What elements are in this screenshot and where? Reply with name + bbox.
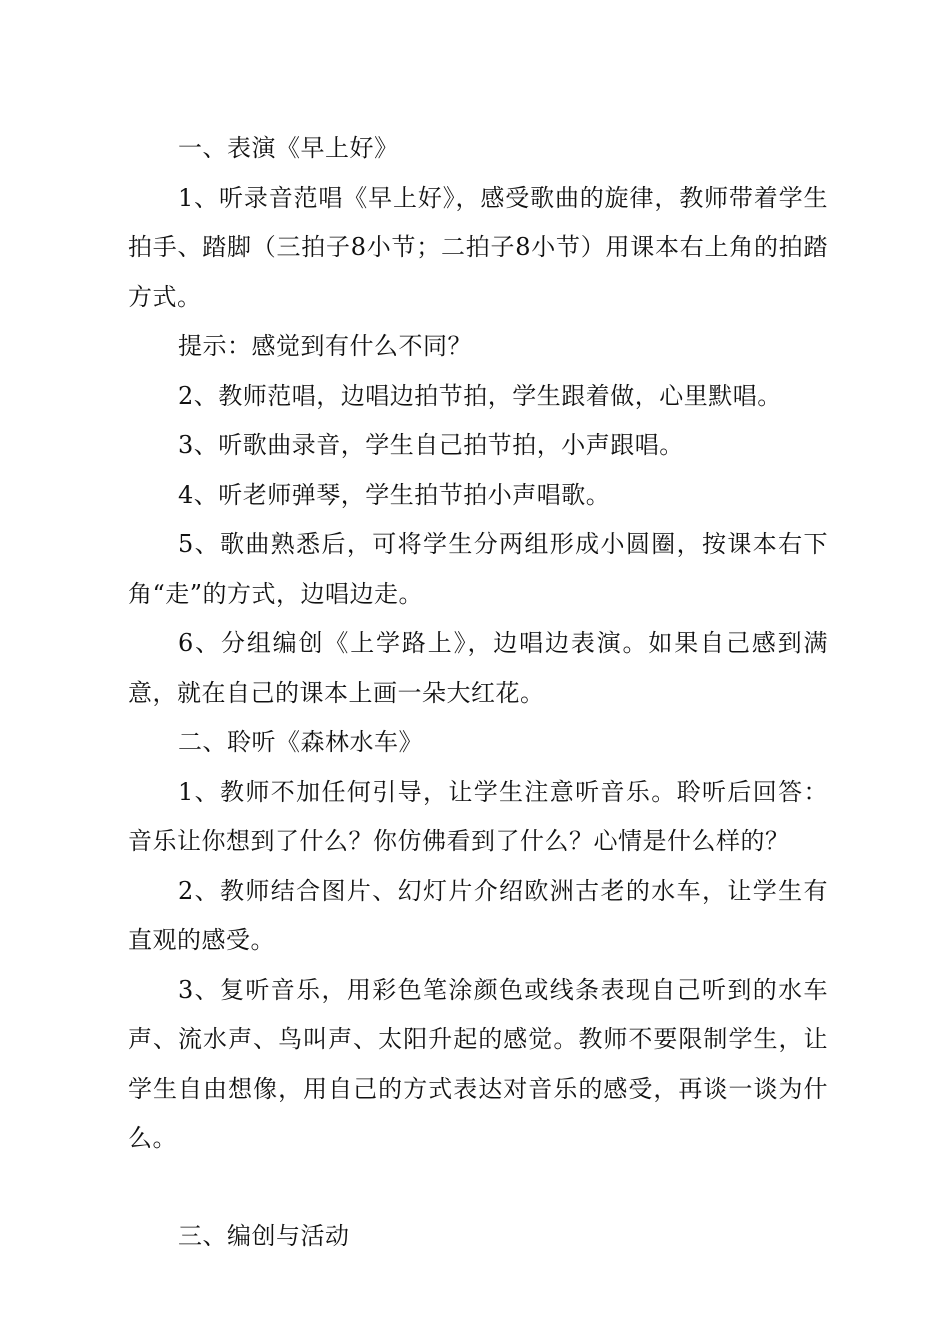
section-heading: 一、表演《早上好》 (178, 134, 399, 162)
section-spacer (128, 1164, 828, 1212)
paragraph: 提示：感觉到有什么不同？ (178, 332, 472, 360)
paragraph: 2、教师范唱，边唱边拍节拍，学生跟着做，心里默唱。 (178, 381, 782, 410)
paragraph: 1、听录音范唱《早上好》，感受歌曲的旋律，教师带着学生拍手、踏脚（三拍子8小节；二拍子8小节）用课本右上角的拍踏方式。 (128, 183, 828, 311)
paragraph: 6、分组编创《上学路上》，边唱边表演。如果自己感到满意，就在自己的课本上画一朵大红花。 (128, 629, 828, 707)
section-heading: 三、编创与活动 (178, 1221, 350, 1250)
section-heading: 二、聆听《森林水车》 (178, 728, 423, 756)
document-page (128, 124, 828, 1261)
paragraph: 1、教师不加任何引导，让学生注意听音乐。聆听后回答：音乐让你想到了什么？你仿佛看到了什么？心情是什么样的？ (128, 777, 828, 855)
paragraph: 2、教师结合图片、幻灯片介绍欧洲古老的水车，让学生有直观的感受。 (128, 876, 828, 954)
paragraph: 5、歌曲熟悉后，可将学生分两组形成小圆圈，按课本右下角“走”的方式，边唱边走。 (128, 530, 828, 608)
paragraph: 4、听老师弹琴，学生拍节拍小声唱歌。 (178, 480, 611, 509)
paragraph: 3、复听音乐，用彩色笔涂颜色或线条表现自己听到的水车声、流水声、鸟叫声、太阳升起的感觉。教师不要限制学生，让学生自由想像，用自己的方式表达对音乐的感受，再谈一谈为什么。 (128, 975, 828, 1152)
paragraph: 3、听歌曲录音，学生自己拍节拍，小声跟唱。 (178, 431, 684, 459)
